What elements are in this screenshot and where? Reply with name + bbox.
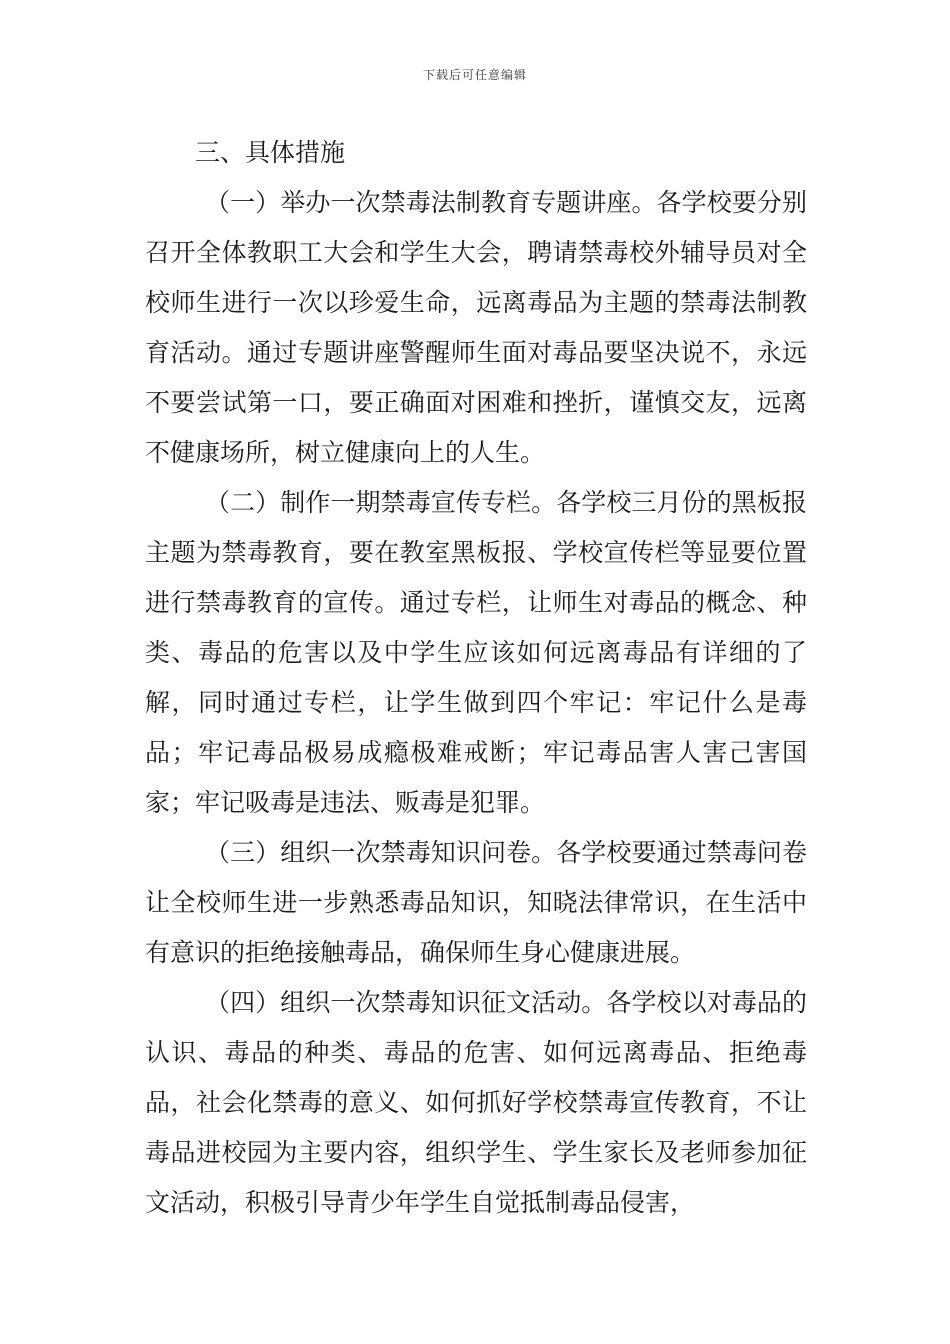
section-heading: 三、具体措施 bbox=[195, 138, 346, 167]
paragraph-4: （四）组织一次禁毒知识征文活动。各学校以对毒品的认识、毒品的种类、毒品的危害、如何远离毒品、拒绝毒品，社会化禁毒的意义、如何抓好学校禁毒宣传教育，不让毒品进校园为主要内容，组织学生、学生家长及老师参加征文活动，积极引导青少年学生自觉抵制毒品侵害， bbox=[145, 988, 807, 1217]
paragraph-2: （二）制作一期禁毒宣传专栏。各学校三月份的黑板报主题为禁毒教育，要在教室黑板报、学校宣传栏等显要位置进行禁毒教育的宣传。通过专栏，让师生对毒品的概念、种类、毒品的危害以及中学生应该如何远离毒品有详细的了解，同时通过专栏，让学生做到四个牢记：牢记什么是毒品；牢记毒品极易成瘾极难戒断；牢记毒品害人害己害国家；牢记吸毒是违法、贩毒是犯罪。 bbox=[145, 488, 807, 817]
paragraph-3: （三）组织一次禁毒知识问卷。各学校要通过禁毒问卷让全校师生进一步熟悉毒品知识，知晓法律常识，在生活中有意识的拒绝接触毒品，确保师生身心健康进展。 bbox=[145, 838, 807, 967]
page-header-note: 下载后可任意编辑 bbox=[422, 68, 527, 82]
document-body bbox=[145, 128, 807, 1228]
paragraph-1: （一）举办一次禁毒法制教育专题讲座。各学校要分别召开全体教职工大会和学生大会，聘请禁毒校外辅导员对全校师生进行一次以珍爱生命，远离毒品为主题的禁毒法制教育活动。通过专题讲座警醒师生面对毒品要坚决说不，永远不要尝试第一口，要正确面对困难和挫折，谨慎交友，远离不健康场所，树立健康向上的人生。 bbox=[145, 188, 807, 467]
